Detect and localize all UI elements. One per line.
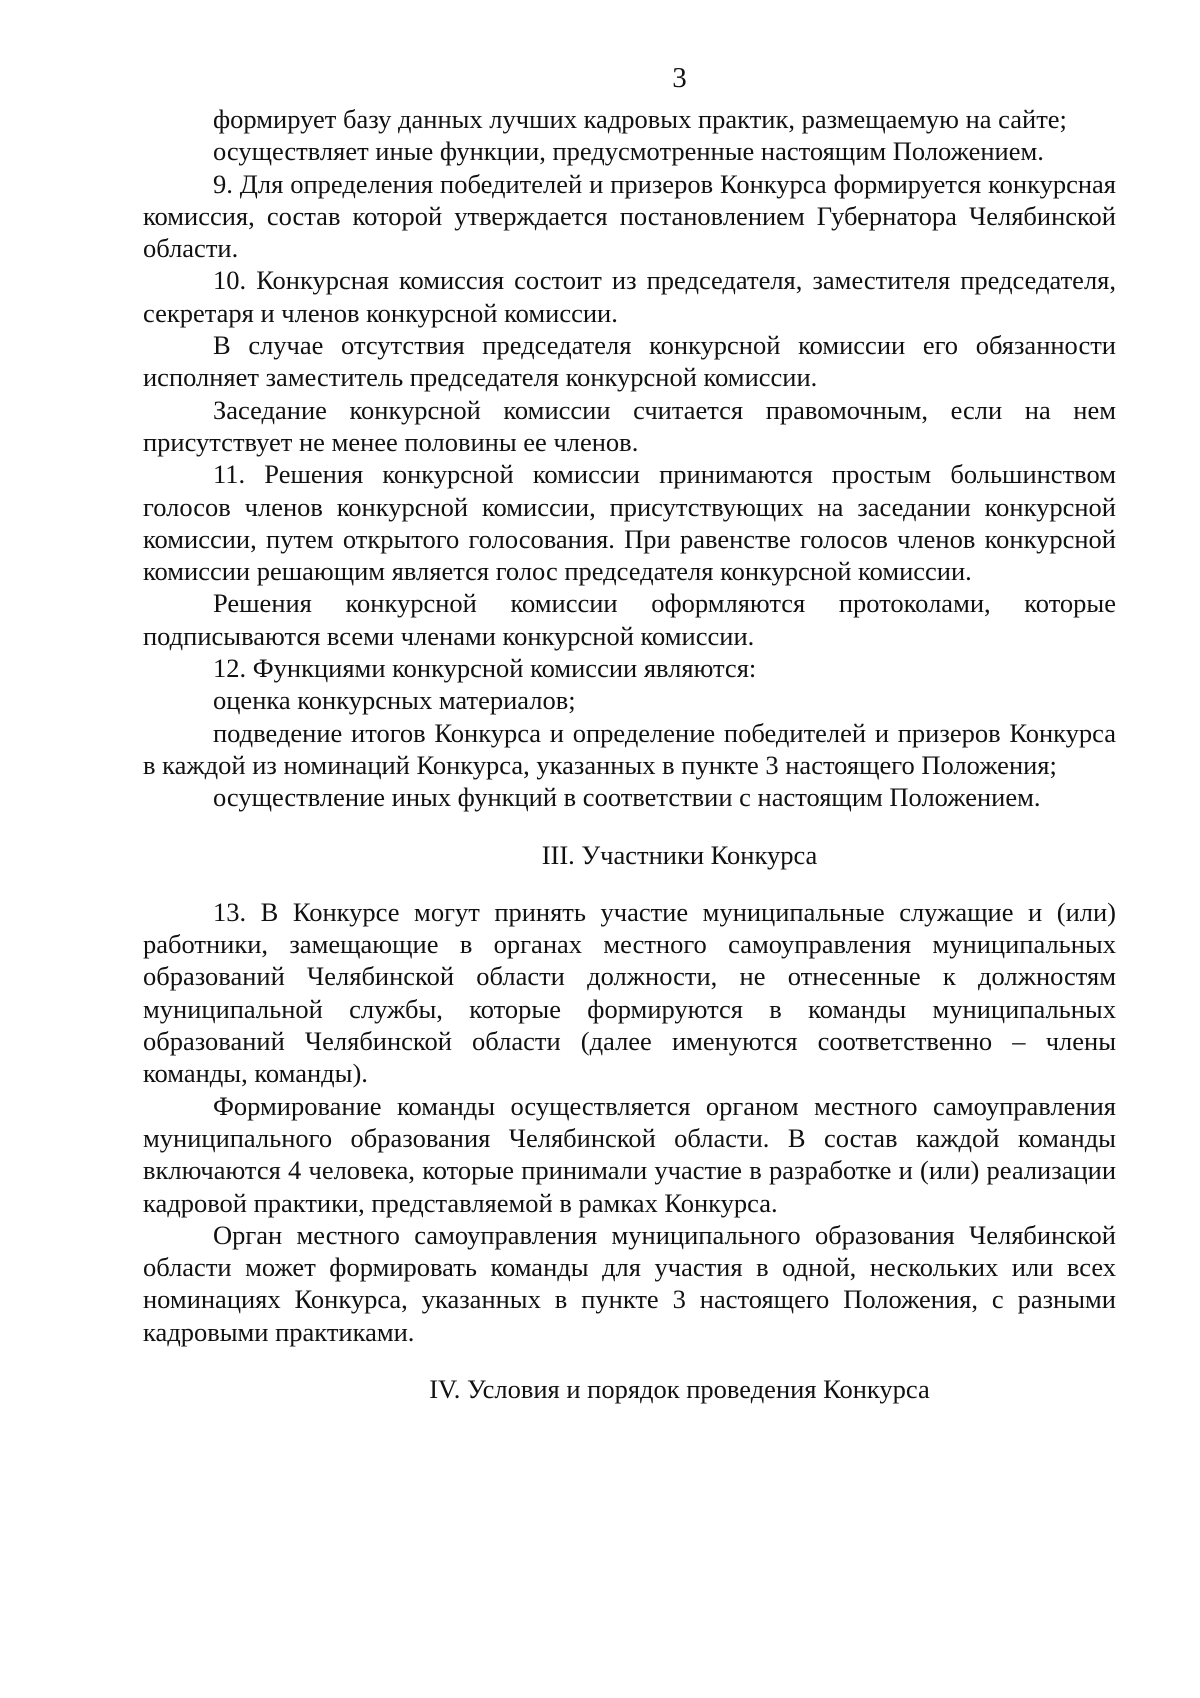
paragraph: осуществляет иные функции, предусмотренные настоящим Положением. [213, 136, 1044, 167]
paragraph: 9. Для определения победителей и призеров Конкурса формируется конкурсная комиссия, состав которой утверждается постановлением Губернатора Челябинской области. [143, 168, 1116, 264]
document-body [143, 103, 1116, 1405]
page-number: 3 [672, 62, 687, 94]
paragraph: Формирование команды осуществляется органом местного самоуправления муниципального образования Челябинской области. В состав каждой команды включаются 4 человека, которые принимали участие в разработке и (или) реализации кадровой практики, представляемой в рамках Конкурса. [143, 1090, 1116, 1218]
paragraph: Орган местного самоуправления муниципального образования Челябинской области может формировать команды для участия в одной, нескольких или всех номинациях Конкурса, указанных в пункте 3 настоящего Положения, с разными кадровыми практиками. [143, 1219, 1116, 1347]
paragraph: 11. Решения конкурсной комиссии принимаются простым большинством голосов членов конкурсной комиссии, присутствующих на заседании конкурсной комиссии, путем открытого голосования. При равенстве голосов членов конкурсной комиссии решающим является голос председателя конкурсной комиссии. [143, 459, 1116, 587]
paragraph: Решения конкурсной комиссии оформляются протоколами, которые подписываются всеми членами конкурсной комиссии. [143, 588, 1116, 651]
paragraph: подведение итогов Конкурса и определение победителей и призеров Конкурса в каждой из номинаций Конкурса, указанных в пункте 3 настоящего Положения; [143, 717, 1116, 780]
paragraph: 10. Конкурсная комиссия состоит из председателя, заместителя председателя, секретаря и членов конкурсной комиссии. [143, 265, 1116, 328]
paragraph: осуществление иных функций в соответствии с настоящим Положением. [213, 782, 1041, 813]
section-heading: IV. Условия и порядок проведения Конкурса [429, 1373, 930, 1404]
paragraph: Заседание конкурсной комиссии считается правомочным, если на нем присутствует не менее половины ее членов. [143, 394, 1116, 457]
paragraph: оценка конкурсных материалов; [213, 685, 576, 716]
paragraph: 12. Функциями конкурсной комиссии являются: [213, 653, 757, 684]
paragraph: 13. В Конкурсе могут принять участие муниципальные служащие и (или) работники, замещающие в органах местного самоуправления муниципальных образований Челябинской области должности, не отнесенные к должностям муниципальной службы, которые формируются в команды муниципальных образований Челябинской области (далее именуются соответственно – члены команды, команды). [143, 896, 1116, 1089]
section-heading: III. Участники Конкурса [541, 839, 818, 870]
paragraph: В случае отсутствия председателя конкурсной комиссии его обязанности исполняет заместитель председателя конкурсной комиссии. [143, 330, 1116, 393]
paragraph: формирует базу данных лучших кадровых практик, размещаемую на сайте; [213, 104, 1067, 134]
